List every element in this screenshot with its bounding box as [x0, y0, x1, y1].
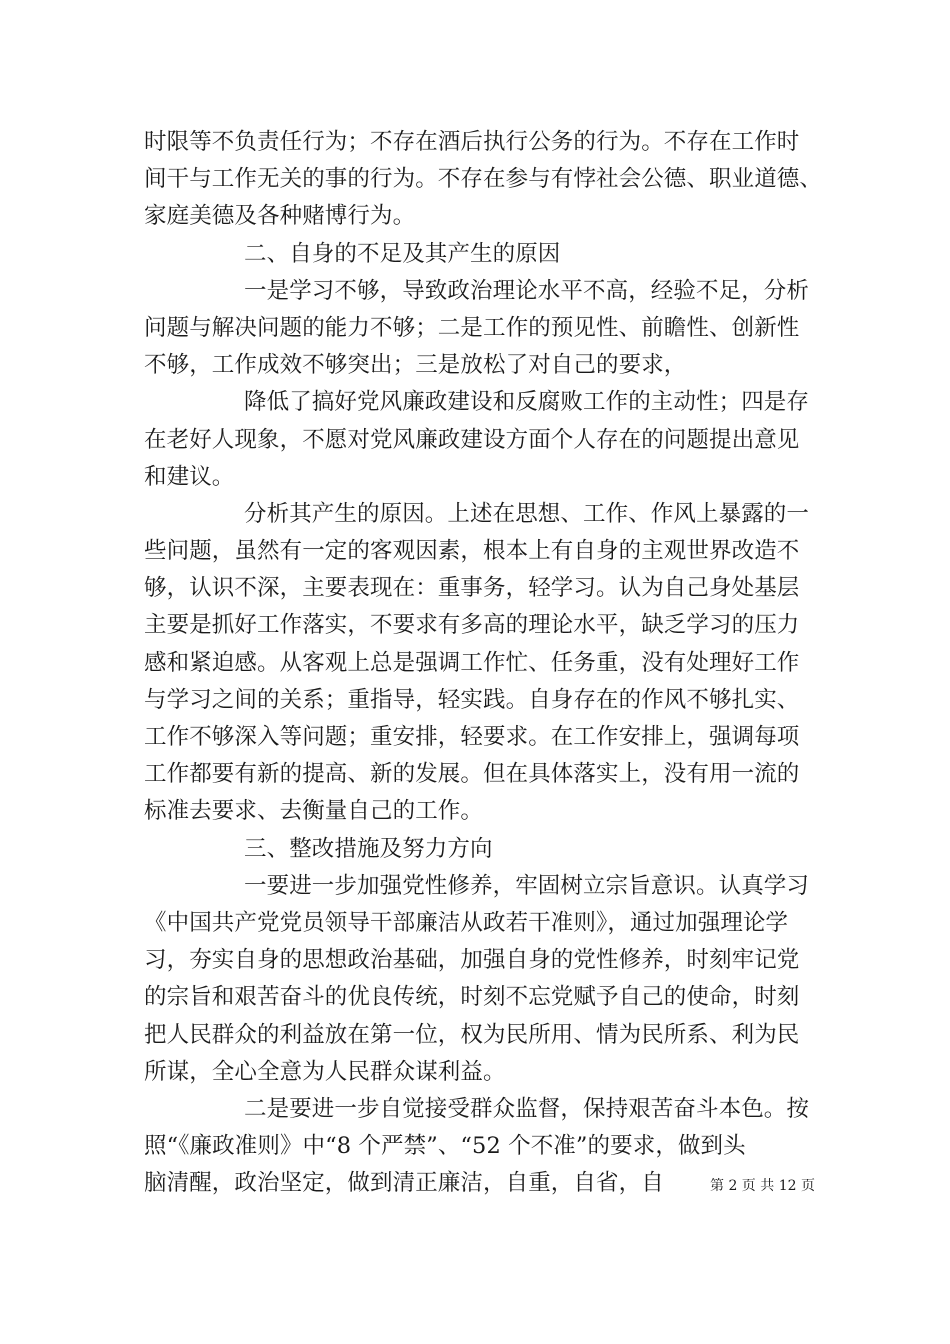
section-heading: 二、自身的不足及其产生的原因 [244, 240, 561, 267]
text-line: 一要进一步加强党性修养，牢固树立宗旨意识。认真学习 [244, 872, 810, 899]
text-line: 些问题，虽然有一定的客观因素，根本上有自身的主观世界改造不 [144, 538, 800, 565]
text-line: 工作不够深入等问题；重安排，轻要求。在工作安排上，强调每项 [144, 724, 800, 750]
text-line: 所谋，全心全意为人民群众谋利益。 [144, 1058, 506, 1085]
text-line: 《中国共产党党员领导干部廉洁从政若干准则》，通过加强理论学 [144, 909, 789, 936]
text-line: 的宗旨和艰苦奋斗的优良传统，时刻不忘党赋予自己的使命，时刻 [144, 984, 800, 1011]
text-line: 时限等不负责任行为；不存在酒后执行公务的行为。不存在工作时 [144, 129, 800, 155]
text-line: 二是要进一步自觉接受群众监督，保持艰苦奋斗本色。按 [244, 1095, 810, 1122]
text-line: 不够，工作成效不够突出；三是放松了对自己的要求， [144, 352, 687, 379]
text-line: 感和紧迫感。从客观上总是强调工作忙、任务重，没有处理好工作 [144, 649, 800, 676]
text-line: 在老好人现象，不愿对党风廉政建设方面个人存在的问题提出意见 [144, 426, 800, 453]
text-line: 主要是抓好工作落实，不要求有多高的理论水平，缺乏学习的压力 [144, 612, 800, 639]
text-line: 习，夯实自身的思想政治基础，加强自身的党性修养，时刻牢记党 [144, 947, 800, 974]
text-line: 与学习之间的关系；重指导，轻实践。自身存在的作风不够扎实、 [144, 686, 800, 713]
text-line: 降低了搞好党风廉政建设和反腐败工作的主动性；四是存 [244, 389, 810, 416]
text-line: 家庭美德及各种赌博行为。 [144, 203, 416, 230]
document-body [144, 124, 823, 1202]
text-line: 脑清醒，政治坚定，做到清正廉洁，自重，自省，自 [144, 1170, 664, 1197]
text-line: 够，认识不深，主要表现在：重事务，轻学习。认为自己身处基层 [144, 575, 800, 602]
text-line: 工作都要有新的提高、新的发展。但在具体落实上，没有用一流的 [144, 761, 800, 788]
page-number-footer: 第 2 页 共 12 页 [710, 1178, 815, 1194]
text-line: 把人民群众的利益放在第一位，权为民所用、情为民所系、利为民 [144, 1021, 800, 1048]
section-heading: 三、整改措施及努力方向 [244, 835, 493, 862]
text-line: 和建议。 [144, 463, 235, 490]
text-line: 一是学习不够，导致政治理论水平不高，经验不足，分析 [244, 277, 810, 304]
text-line: 分析其产生的原因。上述在思想、工作、作风上暴露的一 [244, 500, 810, 527]
text-line: 标准去要求、去衡量自己的工作。 [144, 798, 484, 825]
text-line: 问题与解决问题的能力不够；二是工作的预见性、前瞻性、创新性 [144, 314, 800, 341]
text-line: 照“《廉政准则》中“8 个严禁”、“52 个不准”的要求，做到头 [144, 1133, 746, 1160]
text-line: 间干与工作无关的事的行为。不存在参与有悖社会公德、职业道德、 [144, 166, 823, 193]
